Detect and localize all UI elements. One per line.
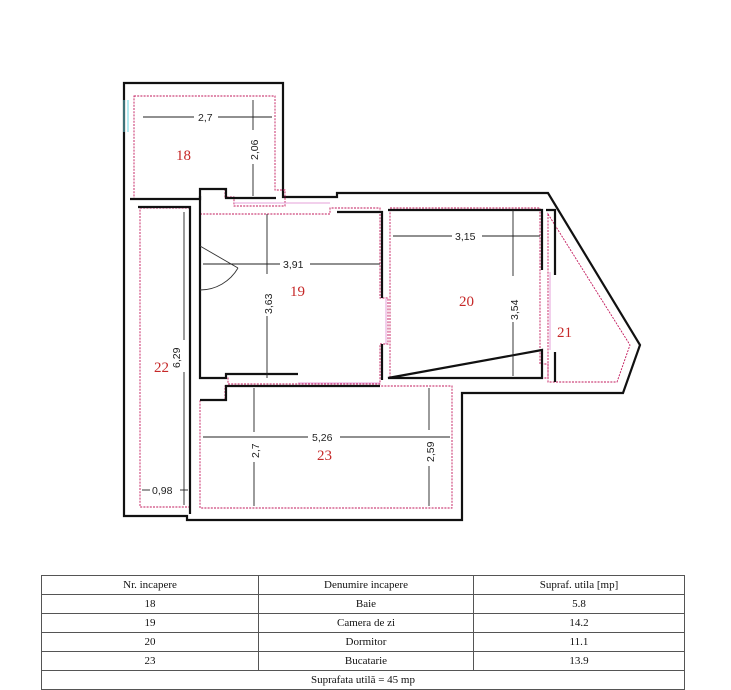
room-number: 23 — [317, 448, 332, 464]
door-swing — [200, 246, 238, 290]
cell-area: 14.2 — [474, 614, 685, 633]
cell-room-name: Camera de zi — [259, 614, 474, 633]
header-room-number: Nr. incapere — [42, 576, 259, 595]
room-number: 18 — [176, 148, 191, 164]
cell-area: 11.1 — [474, 633, 685, 652]
total-area: Suprafata utilă = 45 mp — [42, 671, 685, 690]
table-row — [42, 614, 685, 633]
dimension-label: 2,7 — [198, 112, 213, 124]
dimension-label: 2,06 — [249, 139, 261, 160]
cell-area: 13.9 — [474, 652, 685, 671]
dimension-label: 0,98 — [152, 485, 173, 497]
table-header-row — [42, 576, 685, 595]
table-total-row — [42, 671, 685, 690]
dimension-label: 6,29 — [171, 347, 183, 368]
dimension-lines — [142, 100, 540, 506]
room-21-walls — [548, 214, 630, 382]
table-row — [42, 652, 685, 671]
cell-area: 5.8 — [474, 595, 685, 614]
cell-room-name: Dormitor — [259, 633, 474, 652]
room-number: 19 — [290, 284, 305, 300]
partition-wall — [337, 212, 382, 380]
table-row — [42, 595, 685, 614]
room-table — [41, 575, 685, 690]
partition-wall — [200, 386, 380, 400]
cell-room-number: 18 — [42, 595, 259, 614]
header-area: Supraf. utila [mp] — [474, 576, 685, 595]
room-23-walls — [200, 386, 452, 508]
cell-room-name: Bucatarie — [259, 652, 474, 671]
dimension-label: 2,59 — [425, 441, 437, 462]
table-row — [42, 633, 685, 652]
dimension-label: 3,63 — [263, 293, 275, 314]
dimension-label: 3,91 — [283, 259, 304, 271]
dimension-label: 3,15 — [455, 231, 476, 243]
partition-wall — [130, 189, 276, 199]
dimension-label: 5,26 — [312, 432, 333, 444]
cell-room-number: 20 — [42, 633, 259, 652]
cell-room-name: Baie — [259, 595, 474, 614]
cell-room-number: 23 — [42, 652, 259, 671]
outer-wall — [124, 83, 640, 520]
header-room-name: Denumire incapere — [259, 576, 474, 595]
cell-room-number: 19 — [42, 614, 259, 633]
dimension-label: 2,7 — [250, 443, 262, 458]
dimension-label: 3,54 — [509, 299, 521, 320]
room-number: 20 — [459, 294, 474, 310]
room-number: 21 — [557, 325, 572, 341]
room-number: 22 — [154, 360, 169, 376]
